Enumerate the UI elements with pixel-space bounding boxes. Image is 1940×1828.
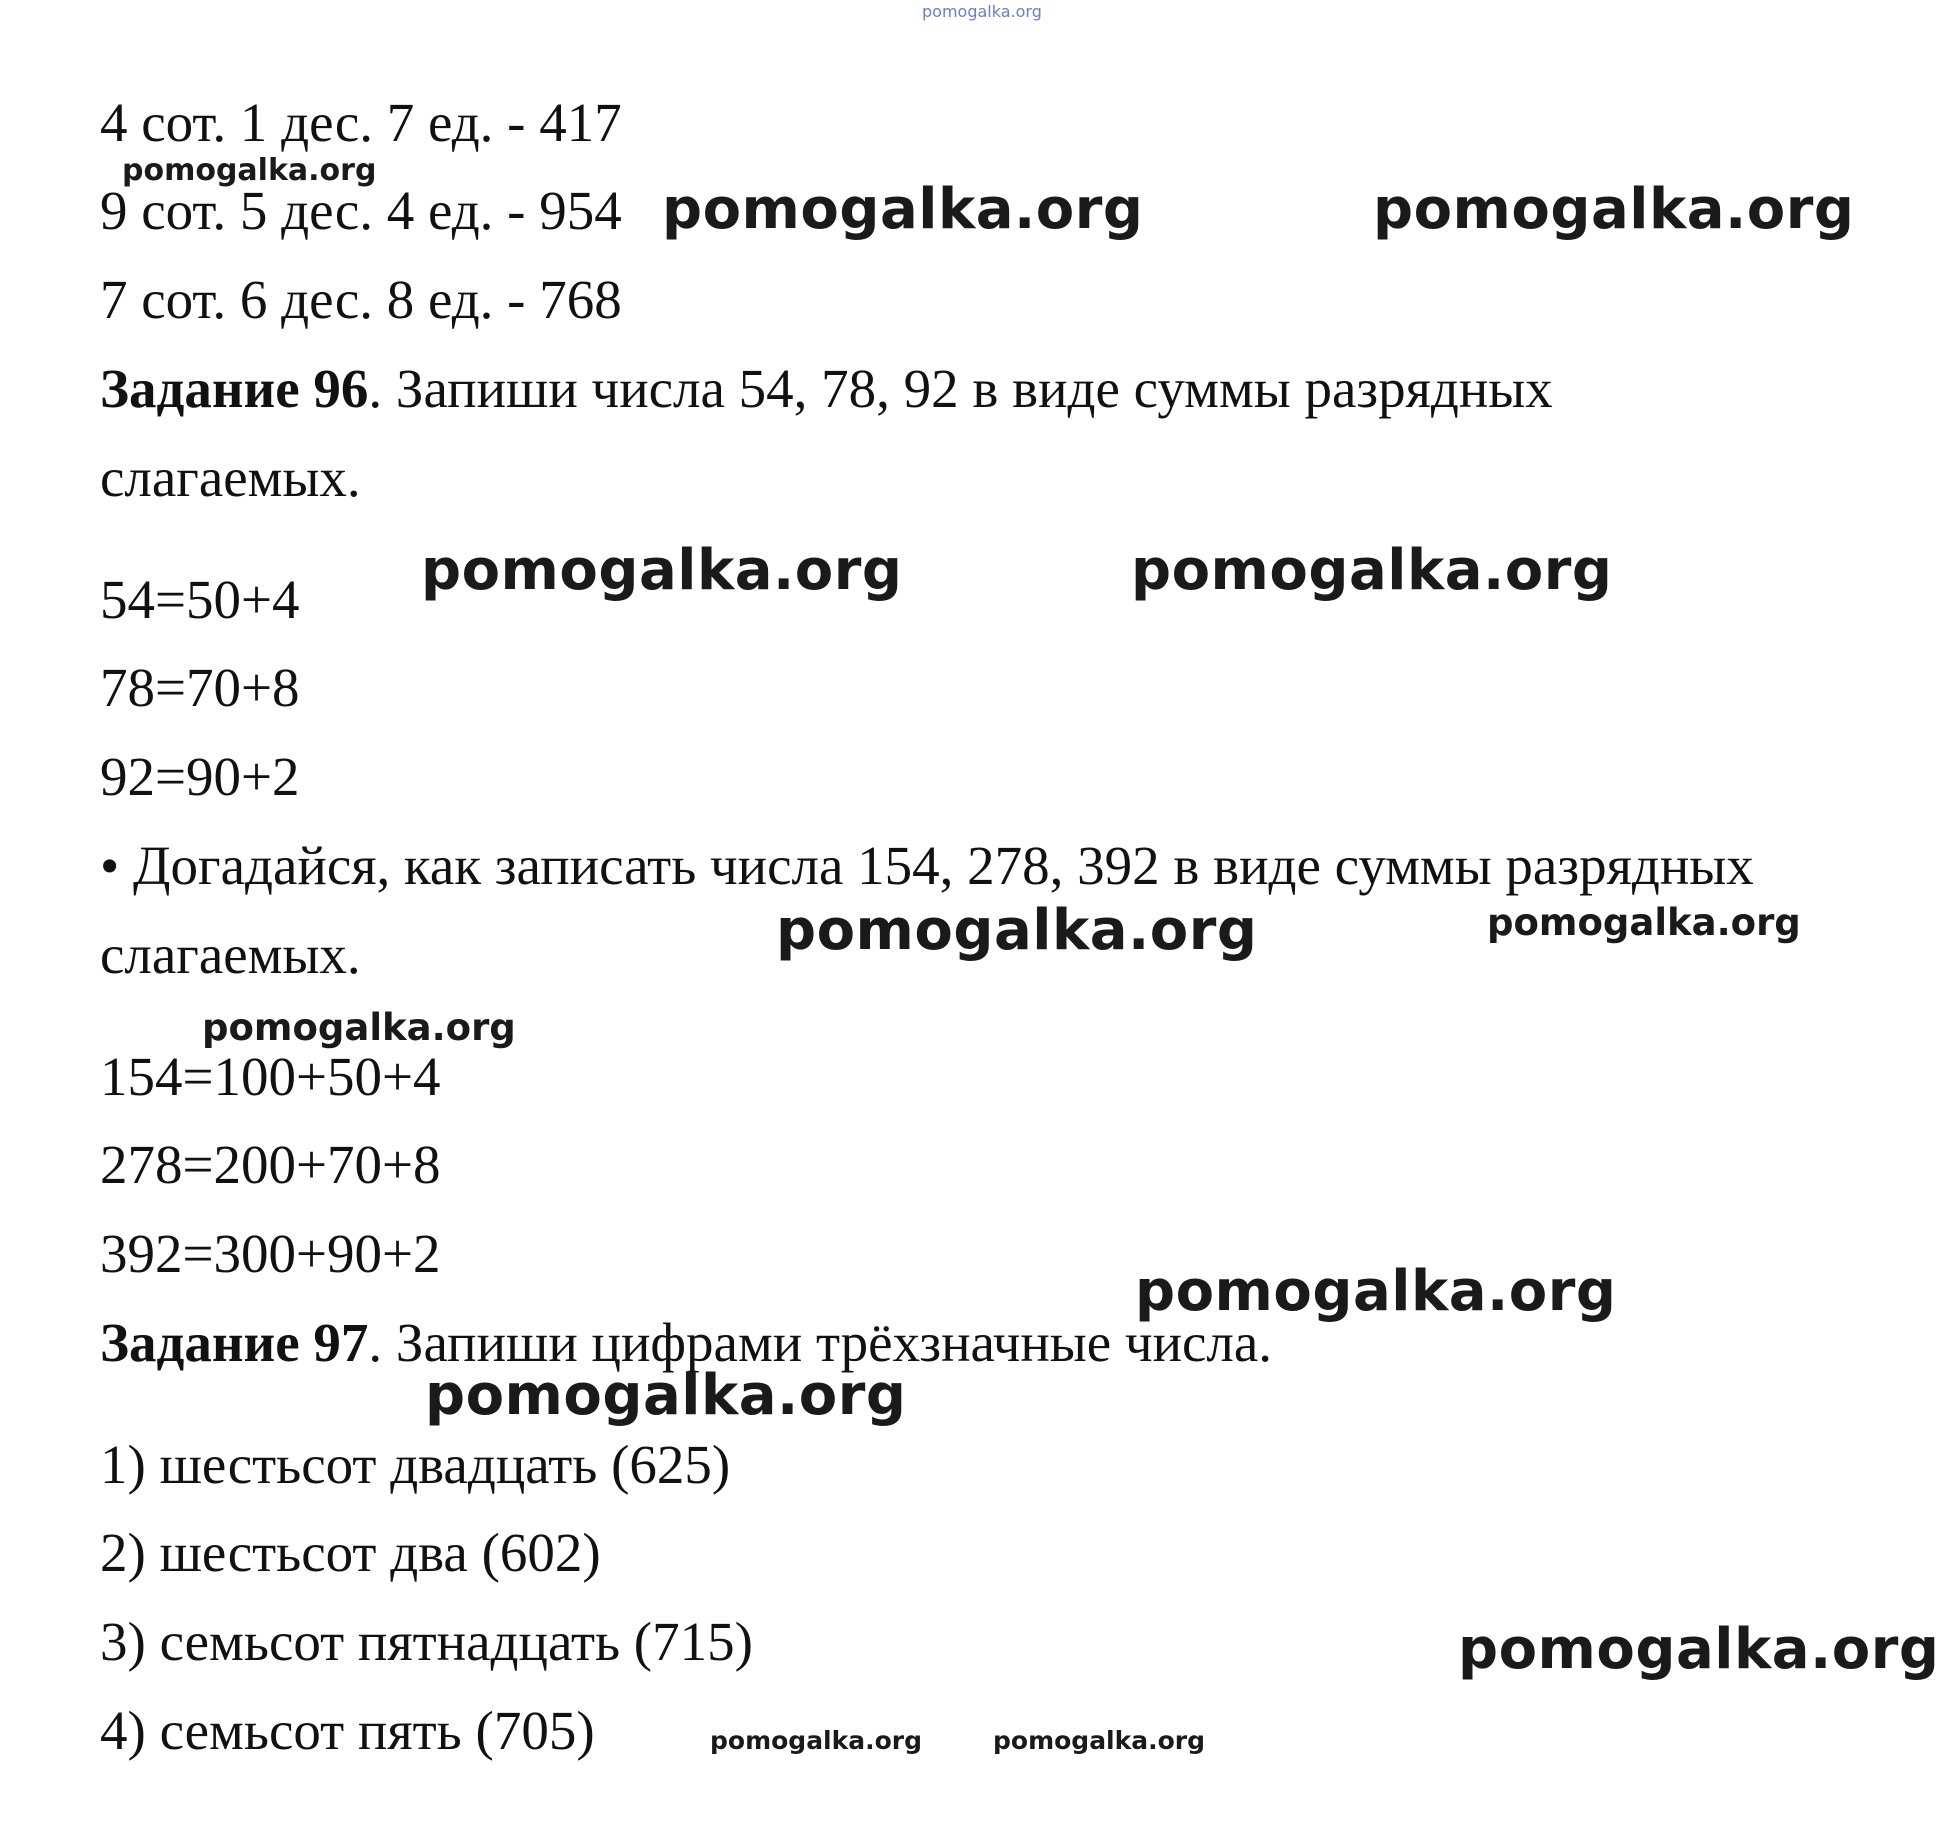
answer-bullet-1: 154=100+50+4 <box>100 1046 441 1107</box>
answer-bullet-3: 392=300+90+2 <box>100 1223 441 1284</box>
watermark-4: pomogalka.org <box>421 538 903 603</box>
task-97-label: Задание 97 <box>100 1312 369 1373</box>
bullet-task: • Догадайся, как записать числа 154, 278, 392 в виде суммы разрядных <box>100 835 1754 896</box>
answer-96-2: 78=70+8 <box>100 657 300 718</box>
watermark-6: pomogalka.org <box>776 898 1258 963</box>
watermark-2: pomogalka.org <box>662 177 1144 242</box>
answer-97-4: 4) семьсот пять (705) <box>100 1700 595 1761</box>
answer-97-3: 3) семьсот пятнадцать (715) <box>100 1611 753 1672</box>
task-96-text: . Запиши числа 54, 78, 92 в виде суммы разрядных <box>368 358 1553 419</box>
watermark-7: pomogalka.org <box>1487 901 1801 944</box>
watermark-top: pomogalka.org <box>922 2 1042 21</box>
task-97-text: . Запиши цифрами трёхзначные числа. <box>368 1312 1273 1373</box>
task-96-text-cont: слагаемых. <box>100 447 361 508</box>
watermark-3: pomogalka.org <box>1373 177 1855 242</box>
answer-bullet-2: 278=200+70+8 <box>100 1134 441 1195</box>
task-96-label: Задание 96 <box>100 358 369 419</box>
text-line-2: 9 сот. 5 дес. 4 ед. - 954 <box>100 180 622 241</box>
answer-96-1: 54=50+4 <box>100 569 300 630</box>
watermark-12: pomogalka.org <box>710 1726 923 1755</box>
watermark-11: pomogalka.org <box>1458 1617 1940 1682</box>
watermark-13: pomogalka.org <box>993 1726 1206 1755</box>
text-line-3: 7 сот. 6 дес. 8 ед. - 768 <box>100 269 622 330</box>
task-96-heading <box>100 358 1553 419</box>
task-97-heading <box>100 1312 1273 1373</box>
answer-97-2: 2) шестьсот два (602) <box>100 1522 601 1583</box>
watermark-1: pomogalka.org <box>122 153 377 188</box>
answer-96-3: 92=90+2 <box>100 746 300 807</box>
bullet-task-cont: слагаемых. <box>100 924 361 985</box>
watermark-10: pomogalka.org <box>425 1363 907 1428</box>
watermark-8: pomogalka.org <box>202 1006 516 1049</box>
text-line-1: 4 сот. 1 дес. 7 ед. - 417 <box>100 92 622 153</box>
watermark-5: pomogalka.org <box>1131 538 1613 603</box>
watermark-9: pomogalka.org <box>1135 1259 1617 1324</box>
answer-97-1: 1) шестьсот двадцать (625) <box>100 1434 731 1495</box>
